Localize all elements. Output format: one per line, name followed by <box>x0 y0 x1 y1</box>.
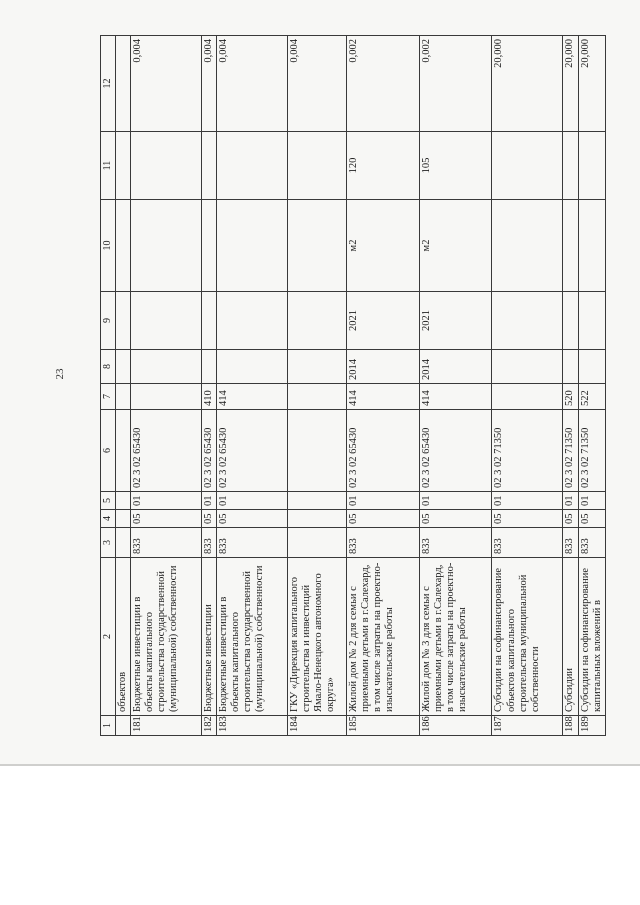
cell <box>492 292 563 350</box>
amount-cell: 0,004 <box>131 36 202 132</box>
header-cell: 5 <box>101 492 116 510</box>
cell <box>563 200 578 292</box>
row-name: ГКУ «Дирекция капитального строительства и инвестиций Ямало-Ненецкого автономного округа» <box>288 558 347 716</box>
cell: 2014 <box>346 350 419 384</box>
cell <box>288 200 347 292</box>
row-name: Субсидии на софинансирование объектов капитального строительства муниципальной собственности <box>492 558 563 716</box>
cell <box>217 350 288 384</box>
row-number: 183 <box>217 716 288 736</box>
rotated-table-area <box>100 36 606 736</box>
cell: 02 3 02 65430 <box>419 410 492 492</box>
cell: 01 <box>492 492 563 510</box>
row-name: Бюджетные инвестиции в объекты капитального строительства государственной (муниципальной) собственности <box>217 558 288 716</box>
header-cell: 12 <box>101 36 116 132</box>
cell: 02 3 02 65430 <box>202 410 217 492</box>
row-number: 189 <box>578 716 606 736</box>
cell <box>202 200 217 292</box>
header-cell: 9 <box>101 292 116 350</box>
row-name: Субсидии <box>563 558 578 716</box>
cell: 05 <box>202 510 217 528</box>
row-number: 187 <box>492 716 563 736</box>
cell: 01 <box>419 492 492 510</box>
cell: 410 <box>202 384 217 410</box>
cell: 2021 <box>419 292 492 350</box>
cell: 833 <box>563 528 578 558</box>
cell <box>131 292 202 350</box>
cell: 05 <box>578 510 606 528</box>
cell: 520 <box>563 384 578 410</box>
row-number <box>116 716 131 736</box>
cell <box>202 292 217 350</box>
cell <box>131 200 202 292</box>
cell: 833 <box>217 528 288 558</box>
cell: 02 3 02 65430 <box>217 410 288 492</box>
cell <box>116 200 131 292</box>
header-cell: 11 <box>101 132 116 200</box>
row-name: Жилой дом № 2 для семьи с приемными детьми в г.Салехард, в том числе затраты на проектно-изыскательские работы <box>346 558 419 716</box>
cell <box>492 350 563 384</box>
amount-cell: 20,000 <box>492 36 563 132</box>
cell <box>288 292 347 350</box>
table-row <box>202 36 217 736</box>
cell: 02 3 02 71350 <box>563 410 578 492</box>
cell <box>217 292 288 350</box>
cell <box>116 132 131 200</box>
cell <box>217 132 288 200</box>
header-row <box>101 36 116 736</box>
cell <box>116 384 131 410</box>
cell <box>116 528 131 558</box>
header-cell: 1 <box>101 716 116 736</box>
cell: 833 <box>578 528 606 558</box>
cell <box>492 132 563 200</box>
cell: 833 <box>202 528 217 558</box>
cell <box>116 510 131 528</box>
row-name: объектов <box>116 558 131 716</box>
cell <box>288 410 347 492</box>
cell <box>217 200 288 292</box>
cell: 833 <box>492 528 563 558</box>
unit-cell: м2 <box>346 200 419 292</box>
cell <box>288 510 347 528</box>
cell: 414 <box>346 384 419 410</box>
cell: 05 <box>492 510 563 528</box>
unit-cell: м2 <box>419 200 492 292</box>
amount-cell: 0,004 <box>217 36 288 132</box>
cell <box>116 350 131 384</box>
cell: 01 <box>217 492 288 510</box>
cell: 01 <box>563 492 578 510</box>
cell <box>288 132 347 200</box>
row-number: 185 <box>346 716 419 736</box>
cell: 05 <box>419 510 492 528</box>
table-row <box>419 36 492 736</box>
header-cell: 8 <box>101 350 116 384</box>
row-name: Субсидии на софинансирование капитальных вложений в <box>578 558 606 716</box>
cell <box>563 132 578 200</box>
cell: 05 <box>217 510 288 528</box>
cell: 833 <box>419 528 492 558</box>
cell: 522 <box>578 384 606 410</box>
cell: 02 3 02 65430 <box>346 410 419 492</box>
cell <box>131 132 202 200</box>
row-number: 184 <box>288 716 347 736</box>
amount-cell: 0,004 <box>202 36 217 132</box>
budget-table <box>100 35 606 736</box>
table-row <box>563 36 578 736</box>
amount-cell: 0,002 <box>346 36 419 132</box>
cell: 02 3 02 65430 <box>131 410 202 492</box>
cell <box>578 292 606 350</box>
header-cell: 10 <box>101 200 116 292</box>
page-number: 23 <box>54 368 66 380</box>
cell <box>578 350 606 384</box>
cell: 02 3 02 71350 <box>578 410 606 492</box>
cell <box>288 528 347 558</box>
cell: 01 <box>346 492 419 510</box>
page-edge <box>0 764 640 766</box>
row-number: 188 <box>563 716 578 736</box>
amount-cell: 0,004 <box>288 36 347 132</box>
row-name: Жилой дом № 3 для семьи с приемными детьми в г.Салехард, в том числе затраты на проектно-изыскательские работы <box>419 558 492 716</box>
capacity-cell: 120 <box>346 132 419 200</box>
table-row <box>217 36 288 736</box>
cell: 02 3 02 71350 <box>492 410 563 492</box>
cell: 01 <box>578 492 606 510</box>
table-row <box>116 36 131 736</box>
cell: 2021 <box>346 292 419 350</box>
cell <box>288 384 347 410</box>
cell: 01 <box>202 492 217 510</box>
cell <box>202 350 217 384</box>
table-row <box>578 36 606 736</box>
cell <box>563 350 578 384</box>
cell <box>492 384 563 410</box>
table-row <box>288 36 347 736</box>
header-cell: 6 <box>101 410 116 492</box>
cell <box>116 410 131 492</box>
header-cell: 4 <box>101 510 116 528</box>
capacity-cell: 105 <box>419 132 492 200</box>
cell: 833 <box>346 528 419 558</box>
row-number: 181 <box>131 716 202 736</box>
cell <box>202 132 217 200</box>
cell: 01 <box>131 492 202 510</box>
cell <box>492 200 563 292</box>
cell <box>288 492 347 510</box>
row-number: 186 <box>419 716 492 736</box>
cell: 05 <box>131 510 202 528</box>
cell <box>578 132 606 200</box>
cell <box>116 292 131 350</box>
cell: 05 <box>346 510 419 528</box>
table-row <box>492 36 563 736</box>
header-cell: 7 <box>101 384 116 410</box>
cell <box>131 384 202 410</box>
amount-cell: 0,002 <box>419 36 492 132</box>
cell <box>131 350 202 384</box>
row-name: Бюджетные инвестиции <box>202 558 217 716</box>
cell: 833 <box>131 528 202 558</box>
row-name: Бюджетные инвестиции в объекты капитального строительства государственной (муниципальной) собственности <box>131 558 202 716</box>
cell: 2014 <box>419 350 492 384</box>
amount-cell: 20,000 <box>563 36 578 132</box>
amount-cell <box>116 36 131 132</box>
cell <box>563 292 578 350</box>
cell: 05 <box>563 510 578 528</box>
cell <box>116 492 131 510</box>
row-number: 182 <box>202 716 217 736</box>
cell <box>578 200 606 292</box>
cell: 414 <box>419 384 492 410</box>
table-container <box>100 36 606 736</box>
table-row <box>346 36 419 736</box>
amount-cell: 20,000 <box>578 36 606 132</box>
cell: 414 <box>217 384 288 410</box>
header-cell: 2 <box>101 558 116 716</box>
header-cell: 3 <box>101 528 116 558</box>
cell <box>288 350 347 384</box>
table-row <box>131 36 202 736</box>
